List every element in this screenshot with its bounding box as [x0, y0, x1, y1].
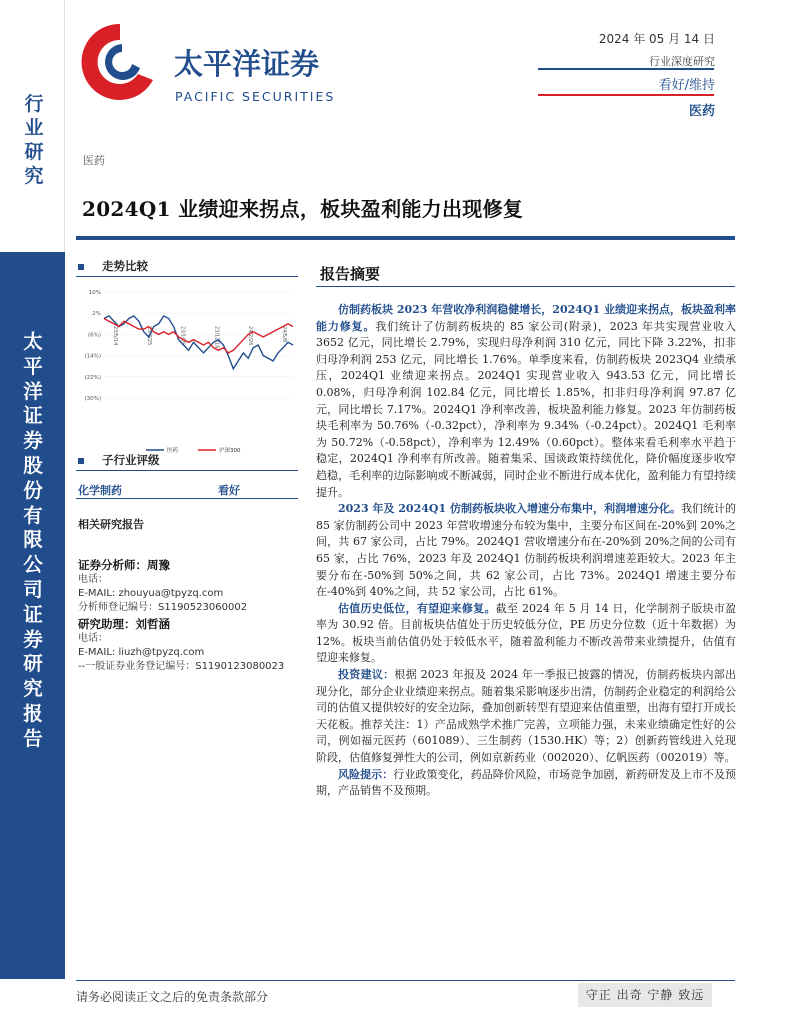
title-rule	[76, 236, 735, 240]
sidebar-bottom	[0, 252, 65, 979]
sector-rating: 看好/维持	[658, 78, 715, 93]
summary-paragraph-2	[316, 501, 736, 601]
y-tick-label: 2%	[92, 311, 101, 318]
logo-emblem-icon	[78, 18, 338, 108]
subindustry-name: 化学制药	[78, 484, 122, 497]
x-tick-label: 23/5/14	[112, 326, 118, 346]
legend-label: 医药	[167, 448, 179, 454]
x-tick-label: 24/2/26	[247, 326, 254, 346]
p5-lead: 风险提示：	[338, 767, 394, 781]
footer-disclaimer: 请务必阅读正文之后的免责条款部分	[76, 990, 269, 1004]
legend-label: 沪深300	[219, 448, 241, 454]
subindustry-heading	[78, 452, 160, 468]
report-title: 2024Q1 业绩迎来拐点，板块盈利能力出现修复	[82, 197, 524, 221]
bullet-square-icon	[78, 264, 84, 270]
p4-lead: 投资建议：	[338, 668, 395, 682]
summary-body	[316, 302, 736, 800]
summary-rule	[316, 286, 735, 287]
report-date: 2024 年 05 月 14 日	[598, 32, 715, 46]
company-logo	[78, 18, 338, 112]
x-tick-label: 23/12/16	[213, 326, 220, 349]
summary-paragraph-3	[316, 601, 736, 667]
footer-rule	[76, 980, 735, 981]
header-rule-blue	[538, 68, 714, 70]
subindustry-row	[78, 482, 300, 498]
summary-paragraph-4	[316, 667, 736, 767]
analyst-email[interactable]: E-MAIL: zhouyua@tpyzq.com	[78, 588, 224, 600]
analyst-info	[78, 557, 300, 674]
assistant-name: 研究助理：刘哲涵	[78, 616, 170, 631]
bullet-square-icon	[78, 458, 84, 464]
p1-lead: 仿制药板块 2023 年营收净利润稳健增长，2024Q1 业绩迎来拐点，板块盈利率能力修复。	[316, 303, 736, 333]
logo-name-en: PACIFIC SECURITIES	[175, 89, 336, 104]
assistant-reg: --一般证券业务登记编号：S1190123080023	[78, 661, 285, 673]
analyst-name: 证券分析师：周豫	[78, 558, 170, 572]
p2-body: 我们统计的 85 家仿制药公司中 2023 年营收增速分布较为集中，主要分布区间在-20%到 20%之间，共 67 家公司，占比 79%。2024Q1 营收增速分布在-20%到 20%之间的公司有 65 家，占比 76%，2023 年及 2024Q1 仿制药板块利润增速差距较大。2023 年主要分布在-50%到 50%之间，共 62 家公司，占比 73%。2024Q1 增速主要分布在-40%到 40%之间，共 52 家公司，占比 61%。	[316, 502, 736, 599]
assistant-phone: 电话：	[78, 632, 108, 644]
p3-body: 截至 2024 年 5 月 14 日，化学制剂子版块市盈率为 30.92 倍。目前板块估值处于历史较低分位，PE 历史分位数（近十年数据）为 12%。板块当前估值仍处于较低水平，随着盈利能力不断改善带来业绩提升，估值有望迎来修复。	[316, 601, 736, 665]
sector-name: 医药	[688, 104, 715, 119]
p3-lead: 估值历史低位，有望迎来修复。	[338, 601, 496, 615]
related-reports-heading: 相关研究报告	[78, 518, 144, 531]
header-rule-red	[538, 94, 714, 96]
trend-chart	[78, 286, 300, 461]
subindustry-rule-bottom	[76, 498, 298, 499]
summary-paragraph-1	[316, 302, 736, 501]
header-meta	[599, 30, 715, 69]
x-tick-label: 23/7/25	[145, 326, 152, 346]
x-tick-label: 24/5/8	[281, 326, 287, 343]
logo-name-cn: 太平洋证券	[174, 47, 320, 81]
summary-heading: 报告摘要	[320, 265, 381, 283]
trend-heading-text: 走势比较	[102, 259, 148, 273]
subindustry-rating: 看好	[218, 484, 240, 497]
y-tick-label: 10%	[88, 290, 101, 296]
trend-rule	[76, 276, 298, 277]
assistant-email[interactable]: E-MAIL: liuzh@tpyzq.com	[78, 646, 205, 658]
p5-body: 行业政策变化，药品降价风险，市场竞争加剧，新药研发及上市不及预期，产品销售不及预期。	[316, 767, 737, 798]
x-tick-label: 23/10/5	[179, 326, 186, 346]
subindustry-rule-top	[76, 470, 298, 471]
p2-lead: 2023 年及 2024Q1 仿制药板块收入增速分布集中，利润增速分化。	[338, 502, 681, 516]
footer-motto: 守正 出奇 宁静 致远	[578, 983, 712, 1007]
analyst-reg: 分析师登记编号：S1190523060002	[78, 602, 248, 614]
trend-heading	[78, 258, 148, 274]
sidebar-category-label: 行 业 研 究	[24, 93, 44, 187]
summary-paragraph-5	[316, 767, 736, 800]
y-tick-label: (30%)	[84, 396, 101, 402]
p1-body: 我们统计了仿制药板块的 85 家公司(附录)，2023 年共实现营业收入 3652 亿元，同比增长 2.79%，实现归母净利润 310 亿元，同比下降 3.22%，扣非归母净利润 253 亿元，同比增长 1.76%。单季度来看，仿制药板块 2023Q4 业绩承压，2024Q1 业绩迎来拐点。2024Q1 实现营业收入 943.53 亿元，同比增长 0.08%，归母净利润 102.84 亿元，同比增长 1.85%，扣非归母净利润 97.87 亿元，同比增长 7.17%。2024Q1 净利率改善，板块盈利能力修复。2023 年仿制药板块毛利率为 50.76%（-0.32pct），净利率为 9.34%（-0.24pct）。2024Q1 毛利率为 50.72%（-0.58pct），净利率为 12.49%（0.60pct）。整体来看毛利率水平趋于稳定，2024Q1 净利率有所改善。随着集采、国谈政策持续优化，降价幅度逐步收窄趋稳，毛利率的边际影响或不断减弱，同时企业不断进行成本优化，盈利能力有望持续提升。	[316, 319, 737, 499]
subindustry-heading-text: 子行业评级	[102, 453, 160, 467]
y-tick-label: (6%)	[87, 332, 101, 339]
sidebar-top	[0, 0, 65, 252]
y-tick-label: (22%)	[84, 374, 101, 381]
analyst-phone: 电话：	[78, 574, 108, 585]
y-tick-label: (14%)	[84, 353, 101, 360]
sector-small-label: 医药	[83, 154, 105, 167]
report-type: 行业深度研究	[649, 55, 715, 68]
p4-body: 根据 2023 年报及 2024 年一季报已披露的情况，仿制药板块内部出现分化，部分企业业绩迎来拐点。随着集采影响逐步出清，仿制药企业稳定的利润给公司的估值又提供较好的安全边际，叠加创新转型有望迎来估值重塑，出海有望打开成长天花板。推荐关注：1）产品成熟学术推广完善，立项能力强，未来业绩确定性好的公司，例如福元医药（601089）、三生制药（1530.HK）等；2）创新药管线进入兑现阶段，估值修复弹性大的公司，例如京新药业（002020）、亿帆医药（002019）等。	[316, 668, 737, 765]
sidebar-company-name: 太 平 洋 证 券 股 份 有 限 公 司 证 券 研 究 报 告	[23, 330, 43, 750]
